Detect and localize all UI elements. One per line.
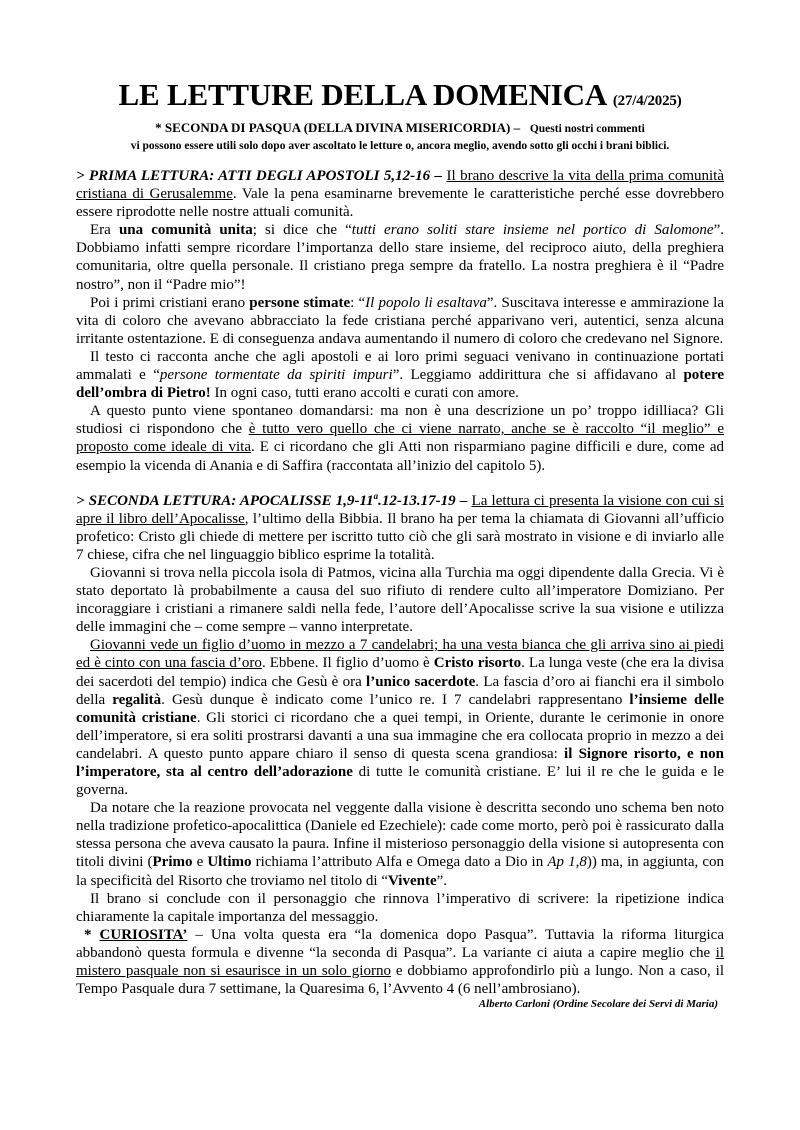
seconda-paragraph-5: Il brano si conclude con il personaggio che rinnova l’imperativo di scrivere: la ripetizione indica chiaramente la capitale importanza del messaggio. [76, 890, 724, 925]
seconda-p3-bold-5: il Signore risorto, e non l’imperatore, sta al centro dell’adorazione [76, 745, 724, 780]
title-date: (27/4/2025) [612, 93, 682, 109]
seconda-p4-italic: Ap 1,8 [547, 854, 587, 871]
subtitle-text: * SECONDA DI PASQUA (DELLA DIVINA MISERICORDIA) – [155, 120, 521, 135]
prima-p4-b: ”. Leggiamo addirittura che si affidavano al [392, 367, 684, 384]
subtitle-line-2: vi possono essere utili solo dopo aver ascoltato le letture o, ancora meglio, avendo sotto gli occhi i brani biblici. [130, 140, 670, 152]
prima-p2-a: Era [90, 222, 119, 239]
seconda-p3-f: . Gli storici ci ricordano che a quei tempi, in Oriente, durante le cerimonie in onore dell’imperatore, si era soliti prostrarsi davanti a una sua immagine che era collocata proprio in mezzo a dei candelabri. A questo punto appare chiaro il senso di questa scena grandiosa: [76, 709, 724, 762]
seconda-lettura-section [76, 492, 724, 999]
seconda-p3-bold-2: l’unico sacerdote [366, 673, 476, 690]
seconda-heading-sup: a [373, 490, 379, 501]
prima-p3-d: ”. Suscitava interesse e ammirazione la vita di coloro che avevano abbracciato la fede cristiana perché apparivano veri, autentici, senza alcuna irritante ostentazione. E di conseguenza andava aumentando il numero di coloro che credevano nel Signore. [76, 294, 725, 347]
prima-p3-bold: persone stimate [249, 294, 351, 311]
seconda-p4-c: richiama l’attributo Alfa e Omega dato a Dio in [251, 854, 548, 871]
seconda-p3-bold-3: regalità [112, 691, 162, 708]
seconda-p3-c: . La lunga veste (che era la divisa dei sacerdoti del tempio) indica che Gesù è ora [76, 655, 724, 690]
seconda-p4-a: Da notare che la reazione provocata nel veggente dalla visione è descritta secondo uno schema ben noto nella tradizione profetico-apocalittica (Daniele ed Ezechiele): cade come morto, però poi è rassicurato dalla stessa persona che aveva causato la paura. Infine il misterioso personaggio della visione si autopresenta con titoli divini ( [76, 800, 724, 871]
prima-p2-d: ”. Dobbiamo infatti sempre ricordare l’importanza dello stare insieme, del reciproco aiuto, della preghiera comunitaria, oltre quella personale. Il cristiano prega sempre da fratello. La nostra preghiera è il “Padre nostro”, non il “Padre mio”! [76, 222, 724, 293]
seconda-p4-b: e [192, 854, 208, 871]
seconda-heading-b: .12-13.17-19 – [378, 492, 468, 509]
subtitle [76, 119, 724, 138]
prima-paragraph-1 [76, 167, 724, 221]
seconda-p4-bold-3: Vivente [388, 872, 437, 889]
prima-heading: > PRIMA LETTURA: ATTI DEGLI APOSTOLI 5,12-16 – [76, 168, 443, 184]
seconda-p4-e: ”. [436, 872, 448, 889]
curiosita-label: CURIOSITA’ [99, 926, 188, 943]
prima-p2-italic: tutti erano soliti stare insieme nel portico di Salomone [351, 222, 714, 239]
page-title [76, 78, 724, 118]
prima-p5-b: . E ci ricordano che gli Atti non risparmiano pagine difficili e dure, come ad esempio la vicenda di Anania e di Saffira (raccontata all’inizio del capitolo 5). [76, 439, 724, 474]
prima-lettura-section [76, 167, 724, 475]
seconda-p3-underlined: Giovanni vede un figlio d’uomo in mezzo a 7 candelabri; ha una vesta bianca che gli arriva sino ai piedi ed è cinto con una fascia d’oro [76, 637, 724, 672]
prima-paragraph-4 [76, 348, 724, 402]
seconda-paragraph-2: Giovanni si trova nella piccola isola di Patmos, vicina alla Turchia ma oggi dipendente dalla Grecia. Vi è stato deportato là probabilmente a causa del suo rifiuto di rendere culto all’imperatore Domiziano. Per incoraggiare i cristiani a rimanere saldi nella fede, l’autore dell’Apocalisse scrive la sua visione e utilizza delle immagini che – come sempre – vanno interpretate. [76, 564, 724, 636]
seconda-paragraph-3 [76, 636, 724, 799]
curiosita-underlined: il mistero pasquale non si esaurisce in un solo giorno [76, 944, 724, 980]
seconda-p4-bold-1: Primo [152, 854, 193, 871]
seconda-p4-bold-2: Ultimo [207, 854, 252, 871]
prima-p1-text: . Vale la pena esaminarne brevemente le caratteristiche perché esse dovrebbero essere riprodotte nelle nostre attuali comunità. [76, 186, 724, 221]
prima-p4-a: Il testo ci racconta anche che agli apostoli e ai loro primi seguaci venivano in continuazione portati ammalati e “ [76, 348, 724, 384]
prima-p3-a: Poi i primi cristiani erano [90, 294, 250, 311]
prima-p5-underlined: è tutto vero quello che ci viene narrato, anche se è raccolto “il meglio” e proposto come ideale di vita [76, 421, 724, 456]
seconda-p3-bold-1: Cristo risorto [433, 655, 522, 672]
prima-p4-c: In ogni caso, tutti erano accolti e curati con amore. [210, 385, 519, 402]
seconda-p3-e: . Gesù dunque è indicato come l’unico re. I 7 candelabri rappresentano [161, 691, 630, 708]
curiosita-star: * [84, 926, 100, 943]
author-signature: Alberto Carloni (Ordine Secolare dei Servi di Maria) [478, 998, 718, 1011]
prima-p5-a: A questo punto viene spontaneo domandarsi: ma non è una descrizione un po’ troppo idilliaca? Gli studiosi ci rispondono che [76, 403, 724, 438]
seconda-p3-a: . Ebbene. Il figlio d’uomo è [261, 655, 434, 672]
seconda-heading-a: > SECONDA LETTURA: APOCALISSE 1,9-11 [76, 492, 374, 509]
seconda-p3-g: di tutte le comunità cristiane. E’ lui il re che le guida e le governa. [76, 764, 724, 799]
curiosita-a: – Una volta questa era “la domenica dopo Pasqua”. Tuttavia la riforma liturgica abbandonò questa formula e divenne “la seconda di Pasqua”. La variante ci aiuta a capire meglio che [76, 926, 724, 961]
prima-p3-italic: Il popolo li esaltava [365, 294, 487, 311]
prima-paragraph-3 [76, 294, 724, 348]
prima-p4-bold: potere dell’ombra di Pietro! [76, 367, 725, 402]
title-text: LE LETTURE DELLA DOMENICA [118, 77, 606, 112]
subtitle-note: Questi nostri commenti [529, 123, 645, 135]
seconda-paragraph-4 [76, 799, 724, 889]
prima-p1-underlined: Il brano descrive la vita della prima comunità cristiana di Gerusalemme [76, 168, 724, 203]
seconda-p4-d: )) ma, in aggiunta, con la specificità del Risorto che troviamo nel titolo di “ [76, 854, 724, 889]
seconda-p1-text: , l’ultimo della Bibbia. Il brano ha per tema la chiamata di Giovanni all’ufficio profetico: Cristo gli chiede di mettere per iscritto tutto ciò che gli sarà mostrato in visione e di inviarlo alle 7 chiese, cifra che nel linguaggio biblico esprime la totalità. [76, 510, 724, 563]
seconda-heading [76, 490, 468, 509]
prima-p2-c: ; si dice che “ [252, 222, 352, 239]
prima-paragraph-2 [76, 221, 724, 293]
seconda-p3-bold-4: l’insieme delle comunità cristiane [76, 691, 724, 726]
prima-p2-bold: una comunità unita [118, 222, 253, 239]
curiosita-b: e dobbiamo approfondirlo più a lungo. Non a caso, il Tempo Pasquale dura 7 settimane, la Quaresima 6, l’Avvento 4 (6 nell’ambrosiano). [76, 963, 725, 998]
seconda-paragraph-1 [76, 492, 724, 564]
prima-p3-c: : “ [350, 294, 366, 311]
seconda-p1-underlined: La lettura ci presenta la visione con cui si apre il libro dell’Apocalisse [76, 492, 725, 527]
curiosita-paragraph [76, 926, 724, 998]
prima-p4-italic: persone tormentate da spiriti impuri [159, 367, 393, 384]
seconda-p3-d: . La fascia d’oro ai fianchi era il simbolo della [76, 673, 724, 708]
prima-paragraph-5 [76, 402, 724, 474]
document-page [76, 78, 724, 1011]
